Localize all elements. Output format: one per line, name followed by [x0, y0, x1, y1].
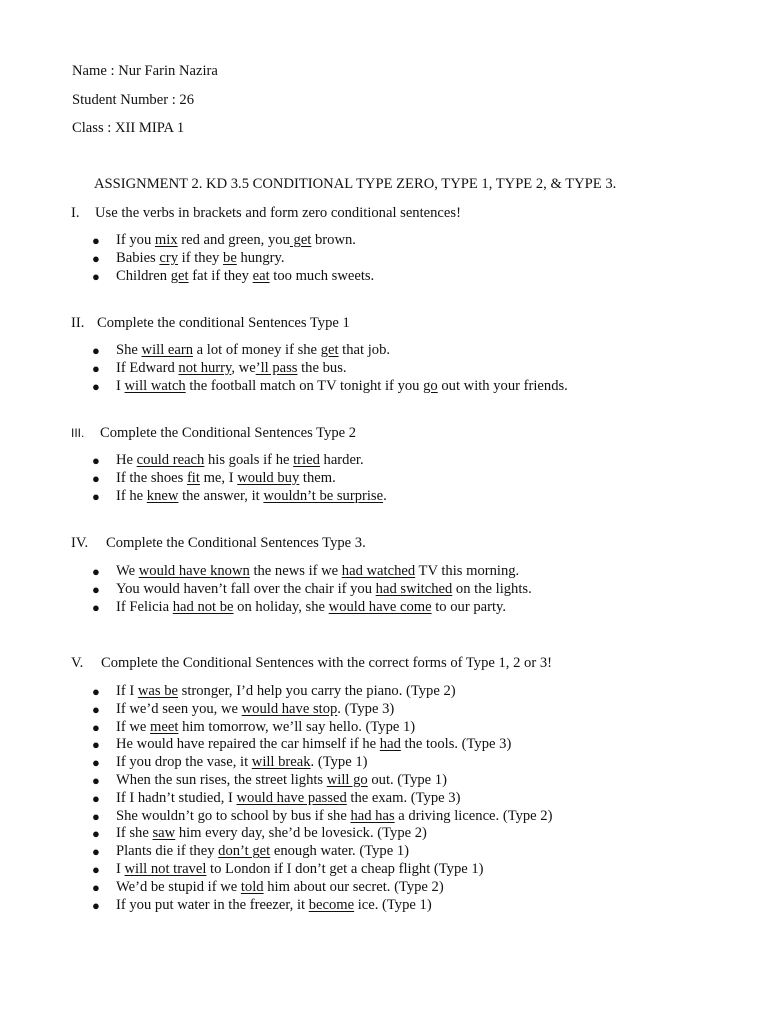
sentence-text: too much sweets. — [269, 267, 375, 284]
sentence-text: He — [116, 452, 137, 468]
exercise-item — [0, 599, 532, 617]
sentence-text: If you put water in the freezer, it — [116, 896, 309, 913]
sentence-text: If we’d seen you, we — [116, 700, 242, 717]
bullet-icon: ● — [92, 719, 100, 735]
answer-text: knew — [146, 487, 179, 504]
section-instruction: Complete the conditional Sentences Type 1 — [97, 315, 350, 331]
answer-text: don’t get — [218, 843, 271, 860]
section-list-3 — [0, 452, 387, 505]
answer-text: had not be — [172, 598, 234, 615]
answer-text: had watched — [341, 563, 416, 579]
answer-text: not hurry — [178, 359, 232, 376]
exercise-item — [0, 488, 387, 506]
section-numeral: II. — [71, 315, 85, 331]
sentence-text: out with your friends. — [437, 377, 568, 394]
sentence-text: enough water. (Type 1) — [270, 843, 409, 860]
sentence-text: When the sun rises, the street lights — [116, 771, 327, 788]
sentence-text: If I hadn’t studied, I — [116, 789, 237, 806]
exercise-item — [0, 772, 552, 790]
exercise-item — [0, 701, 552, 719]
bullet-icon: ● — [92, 790, 100, 806]
section-heading-4 — [71, 534, 366, 552]
answer-text: will earn — [141, 342, 194, 358]
exercise-item — [0, 378, 568, 396]
sentence-text: She — [116, 342, 142, 358]
section-list-1 — [0, 232, 374, 285]
section-instruction: Use the verbs in brackets and form zero conditional sentences! — [95, 205, 461, 221]
answer-text: tried — [293, 452, 320, 468]
sentence-text: his goals if he — [204, 452, 294, 468]
bullet-icon: ● — [92, 599, 100, 615]
bullet-icon: ● — [92, 844, 100, 860]
answer-text: saw — [152, 825, 176, 842]
answer-text: was be — [137, 683, 179, 699]
answer-text: could reach — [136, 452, 205, 468]
section-instruction: Complete the Conditional Sentences Type 2 — [100, 425, 357, 441]
sentence-text: the tools. (Type 3) — [400, 736, 512, 753]
bullet-icon: ● — [92, 564, 100, 579]
section-numeral: V. — [71, 655, 84, 671]
sentence-text: We — [116, 563, 139, 579]
bullet-icon: ● — [92, 861, 100, 877]
bullet-icon: ● — [92, 879, 100, 895]
exercise-item — [0, 342, 568, 360]
student-class: Class : XII MIPA 1 — [72, 120, 185, 136]
exercise-item — [0, 790, 552, 808]
sentence-text: if they — [178, 249, 224, 266]
exercise-item — [0, 843, 552, 861]
section-numeral: IV. — [71, 535, 89, 551]
answer-text: ’ll pass — [255, 359, 298, 376]
answer-text: would buy — [237, 469, 300, 486]
sentence-text: She wouldn’t go to school by bus if she — [116, 807, 351, 824]
answer-text: had has — [350, 807, 395, 824]
sentence-text: to our party. — [431, 598, 507, 615]
exercise-item — [0, 736, 552, 754]
sentence-text: me, I — [199, 469, 238, 486]
sentence-text: fat if they — [188, 267, 253, 284]
sentence-text: I — [116, 860, 125, 877]
sentence-text: a lot of money if she — [193, 342, 321, 358]
section-heading-1 — [71, 204, 461, 222]
sentence-text: him tomorrow, we’ll say hello. (Type 1) — [178, 718, 416, 735]
bullet-icon: ● — [92, 268, 100, 284]
sentence-text: I — [116, 377, 125, 394]
bullet-icon: ● — [92, 250, 100, 266]
exercise-item — [0, 719, 552, 737]
sentence-text: on holiday, she — [233, 598, 329, 615]
sentence-text: If Felicia — [116, 598, 173, 615]
bullet-icon: ● — [92, 360, 100, 376]
bullet-icon: ● — [92, 772, 100, 788]
sentence-text: If you — [116, 232, 155, 248]
bullet-icon: ● — [92, 737, 100, 753]
student-name: Name : Nur Farin Nazira — [72, 63, 218, 79]
answer-text: eat — [252, 267, 270, 284]
sentence-text: You would haven’t fall over the chair if you — [116, 580, 376, 597]
sentence-text: out. (Type 1) — [367, 771, 447, 788]
exercise-item — [0, 825, 552, 843]
exercise-item — [0, 897, 552, 915]
answer-text: will not travel — [124, 860, 207, 877]
sentence-text: him about our secret. (Type 2) — [263, 878, 444, 895]
bullet-icon: ● — [92, 343, 100, 358]
sentence-text: . (Type 1) — [310, 754, 368, 771]
bullet-icon: ● — [92, 808, 100, 824]
sentence-text: the exam. (Type 3) — [346, 789, 461, 806]
sentence-text: If the shoes — [116, 469, 187, 486]
assignment-title: ASSIGNMENT 2. KD 3.5 CONDITIONAL TYPE ZERO, TYPE 1, TYPE 2, & TYPE 3. — [94, 176, 617, 192]
sentence-text: to London if I don’t get a cheap flight (Type 1) — [206, 860, 484, 877]
exercise-item — [0, 754, 552, 772]
sentence-text: If he — [116, 487, 147, 504]
answer-text: would have come — [328, 598, 432, 615]
sentence-text: the bus. — [297, 359, 347, 376]
sentence-text: hungry. — [236, 249, 285, 266]
sentence-text: that job. — [338, 342, 391, 358]
sentence-text: . (Type 3) — [337, 700, 395, 717]
answer-text: had — [379, 736, 401, 753]
answer-text: will break — [251, 754, 311, 771]
sentence-text: If she — [116, 825, 153, 842]
exercise-item — [0, 360, 568, 378]
answer-text: will watch — [124, 377, 186, 394]
answer-text: fit — [186, 469, 200, 486]
section-heading-3 — [71, 424, 356, 442]
sentence-text: stronger, I’d help you carry the piano. (Type 2) — [178, 683, 456, 699]
sentence-text: ice. (Type 1) — [354, 896, 432, 913]
sentence-text: the football match on TV tonight if you — [185, 377, 424, 394]
bullet-icon: ● — [92, 701, 100, 717]
answer-text: cry — [159, 249, 179, 266]
sentence-text: harder. — [319, 452, 364, 468]
sentence-text: brown. — [311, 232, 356, 248]
sentence-text: , we — [231, 359, 256, 376]
answer-text: become — [308, 896, 355, 913]
sentence-text: them. — [299, 469, 336, 486]
answer-text: meet — [150, 718, 179, 735]
sentence-text: If we — [116, 718, 151, 735]
answer-text: go — [423, 377, 438, 394]
sentence-text: on the lights. — [452, 580, 532, 597]
student-number: Student Number : 26 — [72, 92, 195, 108]
sentence-text: . — [383, 487, 387, 504]
sentence-text: Babies — [116, 249, 160, 266]
exercise-item — [0, 268, 374, 286]
sentence-text: Plants die if they — [116, 843, 219, 860]
sentence-text: TV this morning. — [415, 563, 520, 579]
sentence-text: him every day, she’d be lovesick. (Type 2) — [175, 825, 427, 842]
section-instruction: Complete the Conditional Sentences with the correct forms of Type 1, 2 or 3! — [101, 655, 553, 671]
answer-text: would have stop — [241, 700, 338, 717]
sentence-text: red and green, you — [177, 232, 290, 248]
answer-text: get — [170, 267, 189, 284]
section-instruction: Complete the Conditional Sentences Type 3. — [106, 535, 366, 551]
answer-text: get — [289, 232, 312, 248]
section-list-4 — [0, 563, 532, 616]
sentence-text: the news if we — [249, 563, 342, 579]
section-list-2 — [0, 342, 568, 395]
bullet-icon: ● — [92, 581, 100, 597]
exercise-item — [0, 808, 552, 826]
sentence-text: He would have repaired the car himself if he — [116, 736, 380, 753]
sentence-text: If I — [116, 683, 138, 699]
sentence-text: We’d be stupid if we — [116, 878, 241, 895]
exercise-item — [0, 232, 374, 250]
exercise-item — [0, 250, 374, 268]
bullet-icon: ● — [92, 897, 100, 913]
exercise-item — [0, 879, 552, 897]
sentence-text: a driving licence. (Type 2) — [394, 807, 553, 824]
exercise-item — [0, 470, 387, 488]
exercise-item — [0, 683, 552, 701]
sentence-text: If you drop the vase, it — [116, 754, 252, 771]
section-heading-5 — [71, 654, 552, 672]
answer-text: will go — [326, 771, 368, 788]
answer-text: told — [240, 878, 264, 895]
bullet-icon: ● — [92, 378, 100, 394]
section-numeral: III. — [71, 426, 85, 440]
section-heading-2 — [71, 314, 350, 332]
exercise-item — [0, 861, 552, 879]
section-numeral: I. — [71, 205, 80, 221]
answer-text: would have passed — [236, 789, 347, 806]
answer-text: would have known — [138, 563, 250, 579]
sentence-text: Children — [116, 267, 171, 284]
exercise-item — [0, 581, 532, 599]
bullet-icon: ● — [92, 233, 100, 248]
bullet-icon: ● — [92, 755, 100, 771]
bullet-icon: ● — [92, 488, 100, 504]
bullet-icon: ● — [92, 470, 100, 486]
answer-text: wouldn’t be surprise — [263, 487, 384, 504]
answer-text: be — [223, 249, 237, 266]
answer-text: mix — [154, 232, 178, 248]
bullet-icon: ● — [92, 826, 100, 842]
bullet-icon: ● — [92, 453, 100, 468]
exercise-item — [0, 452, 387, 470]
answer-text: get — [320, 342, 339, 358]
answer-text: had switched — [375, 580, 453, 597]
sentence-text: If Edward — [116, 359, 179, 376]
exercise-item — [0, 563, 532, 581]
section-list-5 — [0, 683, 552, 914]
bullet-icon: ● — [92, 684, 100, 699]
sentence-text: the answer, it — [178, 487, 264, 504]
